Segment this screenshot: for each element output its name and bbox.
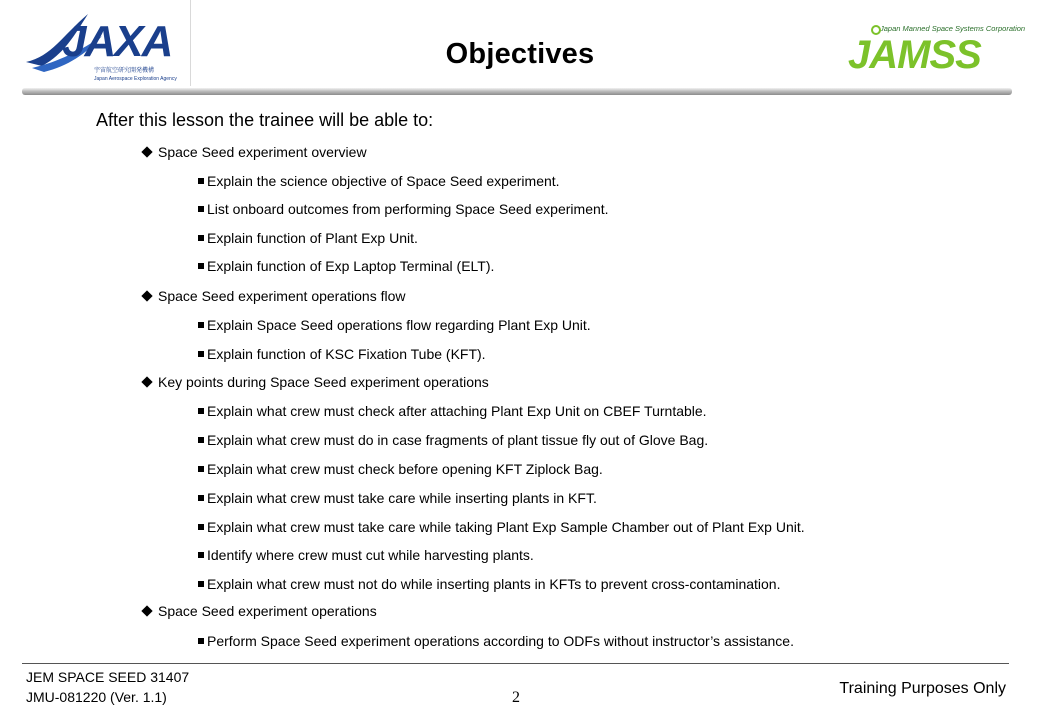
objective-text: Explain function of Plant Exp Unit. (207, 230, 418, 246)
square-bullet-icon (198, 206, 204, 212)
objective-text: Key points during Space Seed experiment operations (158, 374, 489, 390)
diamond-bullet-icon (141, 606, 152, 617)
square-bullet-icon (198, 437, 204, 443)
jaxa-subtitle-jp: 宇宙航空研究開発機構 (94, 68, 155, 74)
objective-item (198, 518, 805, 536)
square-bullet-icon (198, 351, 204, 357)
objective-topic (140, 602, 377, 620)
objective-text: Explain Space Seed operations flow regarding Plant Exp Unit. (207, 317, 591, 333)
square-bullet-icon (198, 638, 204, 644)
objective-text: Explain what crew must take care while inserting plants in KFT. (207, 490, 597, 506)
objective-item (198, 345, 486, 363)
objective-topic (140, 143, 367, 161)
diamond-bullet-icon (141, 147, 152, 158)
jaxa-subtitle-en: Japan Aerospace Exploration Agency (94, 76, 177, 82)
objective-text: Explain the science objective of Space Seed experiment. (207, 173, 560, 189)
objective-text: Space Seed experiment overview (158, 144, 367, 160)
footer-classification: Training Purposes Only (839, 680, 1006, 697)
objective-text: Explain what crew must not do while inserting plants in KFTs to prevent cross-contamination. (207, 576, 781, 592)
objective-item (198, 489, 597, 507)
objective-text: Perform Space Seed experiment operations according to ODFs without instructor’s assistance. (207, 633, 794, 649)
objective-item (198, 257, 494, 275)
jamss-logo (846, 20, 1018, 80)
objective-text: Explain what crew must take care while taking Plant Exp Sample Chamber out of Plant Exp Unit. (207, 519, 805, 535)
square-bullet-icon (198, 524, 204, 530)
objective-text: Explain function of KSC Fixation Tube (KFT). (207, 346, 486, 362)
page-number: 2 (512, 689, 520, 706)
objective-text: Explain what crew must check after attaching Plant Exp Unit on CBEF Turntable. (207, 403, 707, 419)
objective-topic (140, 373, 489, 391)
footer-rule (22, 663, 1009, 664)
objective-text: Explain what crew must do in case fragments of plant tissue fly out of Glove Bag. (207, 432, 709, 448)
square-bullet-icon (198, 263, 204, 269)
jamss-corporation-name: Japan Manned Space Systems Corporation (880, 24, 1026, 33)
jamss-logo-icon (846, 20, 1018, 80)
objective-text: Explain function of Exp Laptop Terminal (ELT). (207, 258, 495, 274)
objective-item (198, 632, 794, 650)
header-rule (22, 88, 1012, 95)
objective-text: List onboard outcomes from performing Space Seed experiment. (207, 201, 609, 217)
objective-item (198, 229, 418, 247)
objective-item (198, 575, 781, 593)
objective-topic (140, 287, 405, 305)
square-bullet-icon (198, 178, 204, 184)
objective-text: Space Seed experiment operations flow (158, 288, 406, 304)
intro-text: After this lesson the trainee will be able to: (96, 110, 434, 130)
svg-text:JAMSS: JAMSS (848, 33, 981, 77)
objective-text: Space Seed experiment operations (158, 603, 377, 619)
square-bullet-icon (198, 466, 204, 472)
objective-item (198, 460, 603, 478)
objective-item (198, 200, 609, 218)
footer-doc-name: JEM SPACE SEED 31407 (26, 669, 190, 685)
objective-item (198, 546, 534, 564)
objective-item (198, 316, 591, 334)
square-bullet-icon (198, 322, 204, 328)
objective-item (198, 431, 708, 449)
square-bullet-icon (198, 408, 204, 414)
square-bullet-icon (198, 581, 204, 587)
diamond-bullet-icon (141, 291, 152, 302)
objective-item (198, 172, 560, 190)
objective-item (198, 402, 707, 420)
objective-text: Identify where crew must cut while harvesting plants. (207, 547, 534, 563)
svg-text:JAXA: JAXA (62, 17, 172, 66)
footer-doc-id: JMU-081220 (Ver. 1.1) (26, 689, 167, 705)
square-bullet-icon (198, 235, 204, 241)
square-bullet-icon (198, 552, 204, 558)
objective-text: Explain what crew must check before opening KFT Ziplock Bag. (207, 461, 603, 477)
square-bullet-icon (198, 495, 204, 501)
diamond-bullet-icon (141, 377, 152, 388)
page-title: Objectives (445, 38, 595, 70)
